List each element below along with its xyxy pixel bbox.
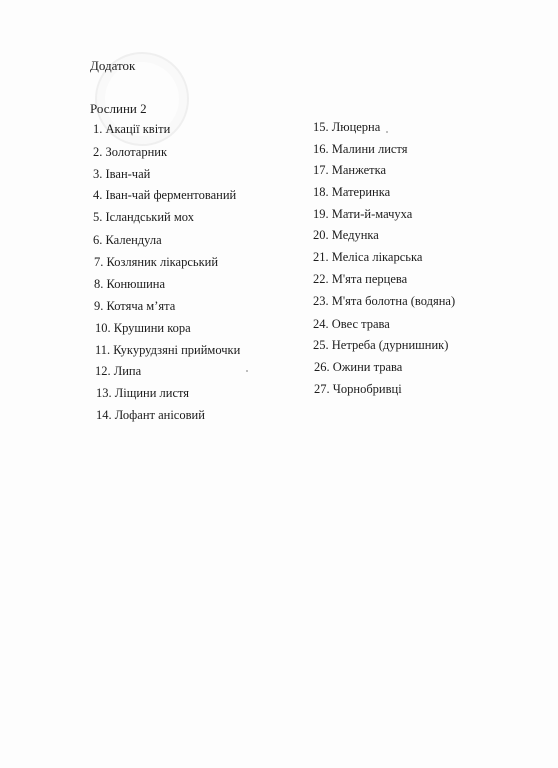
appendix-label: Додаток (90, 58, 136, 73)
left-list-item: 13. Ліщини листя (96, 386, 190, 400)
right-list-item: 15. Люцерна (313, 120, 381, 134)
right-list-item: 18. Материнка (313, 185, 391, 199)
right-list-item: 21. Меліса лікарська (313, 250, 423, 264)
left-list-item: 1. Акації квіти (93, 122, 171, 136)
left-list-item: 12. Липа (95, 364, 142, 378)
right-list-item: 24. Овес трава (313, 317, 390, 331)
left-list-item: 5. Ісландський мох (93, 210, 194, 224)
right-list-item: 26. Ожини трава (314, 360, 403, 374)
scan-speck (386, 131, 388, 133)
right-list-item: 27. Чорнобривці (314, 382, 402, 396)
left-list-item: 14. Лофант анісовий (96, 408, 205, 422)
scan-speck (246, 370, 248, 372)
list-title: Рослини 2 (90, 101, 147, 116)
left-list-item: 8. Конюшина (94, 277, 166, 291)
right-list-item: 22. М'ята перцева (313, 272, 408, 286)
left-list-item: 3. Іван-чай (93, 167, 151, 181)
right-list-item: 20. Медунка (313, 228, 379, 242)
left-list-item: 11. Кукурудзяні приймочки (95, 343, 241, 357)
right-list-item: 16. Малини листя (313, 142, 408, 156)
left-list-item: 7. Козляник лікарський (94, 255, 219, 269)
left-list-item: 10. Крушини кора (95, 321, 191, 335)
left-list-item: 2. Золотарник (93, 145, 168, 159)
left-list-item: 4. Іван-чай ферментований (93, 188, 237, 202)
right-list-item: 17. Манжетка (313, 163, 387, 177)
right-list-item: 25. Нетреба (дурнишник) (313, 338, 449, 352)
left-list-item: 9. Котяча м’ята (94, 299, 176, 313)
right-list-item: 19. Мати-й-мачуха (313, 207, 413, 221)
right-list-item: 23. М'ята болотна (водяна) (313, 294, 456, 308)
left-list-item: 6. Календула (93, 233, 162, 247)
